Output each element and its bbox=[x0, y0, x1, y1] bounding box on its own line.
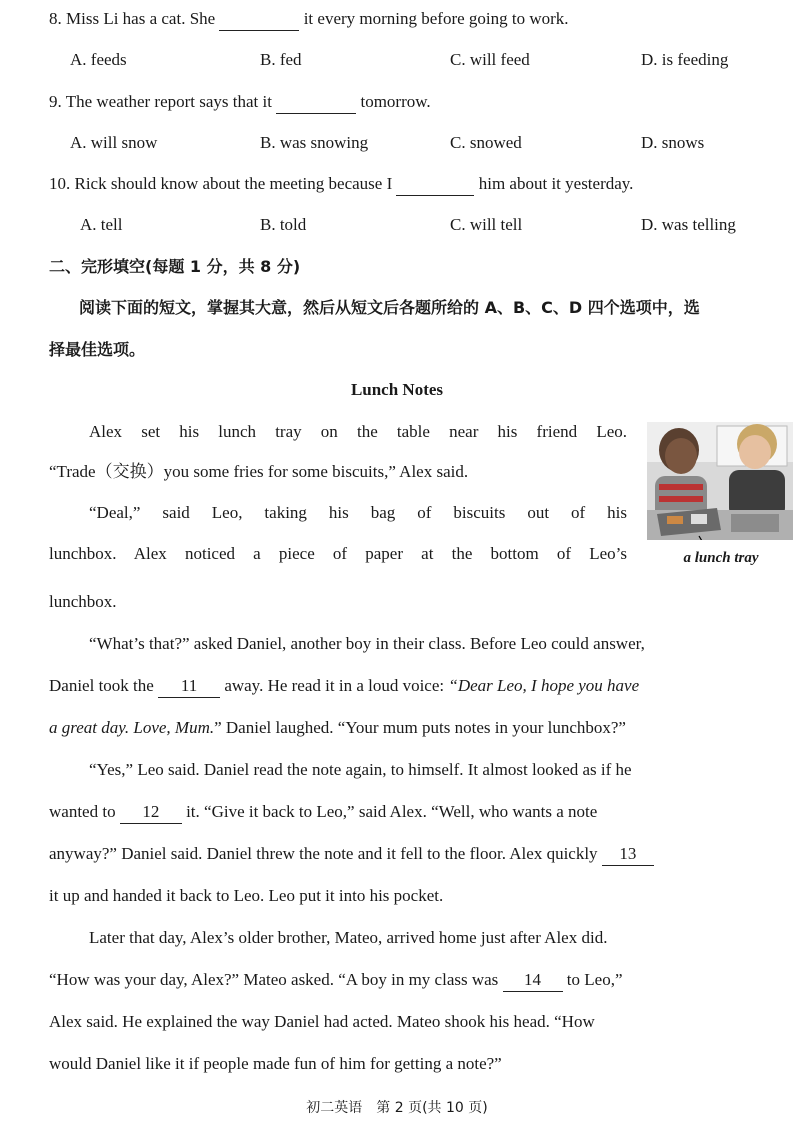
image-caption: a lunch tray bbox=[683, 550, 759, 566]
option-b: B. fed bbox=[260, 50, 302, 69]
passage-text: Daniel took the bbox=[49, 676, 154, 695]
passage-line: lunchbox. Alex noticed a piece of paper at the bottom of Leo’s bbox=[49, 544, 627, 563]
passage-line bbox=[49, 675, 639, 698]
passage-text-italic: “Dear Leo, I hope you have bbox=[448, 676, 640, 695]
passage-text: wanted to bbox=[49, 802, 116, 821]
passage-text: anyway?” Daniel said. Daniel threw the note and it fell to the floor. Alex quickly bbox=[49, 844, 598, 863]
option-a: A. will snow bbox=[70, 133, 158, 152]
option-a: A. feeds bbox=[70, 50, 127, 69]
question-10-stem-end: him about it yesterday. bbox=[478, 174, 634, 193]
passage-title: Lunch Notes bbox=[350, 380, 444, 399]
answer-blank bbox=[396, 173, 474, 196]
passage-line: it up and handed it back to Leo. Leo put it into his pocket. bbox=[49, 886, 444, 905]
question-10 bbox=[49, 173, 633, 196]
passage-text: “How was your day, Alex?” Mateo asked. “A boy in my class was bbox=[49, 970, 499, 989]
passage-line: Later that day, Alex’s older brother, Mateo, arrived home just after Alex did. bbox=[89, 928, 608, 947]
option-a: A. tell bbox=[80, 215, 123, 234]
question-9-stem-end: tomorrow. bbox=[360, 92, 431, 111]
option-d: D. snows bbox=[641, 133, 705, 152]
question-8-stem-end: it every morning before going to work. bbox=[303, 9, 569, 28]
question-10-stem: 10. Rick should know about the meeting because I bbox=[49, 174, 393, 193]
passage-line bbox=[49, 969, 623, 992]
passage-line bbox=[49, 843, 654, 866]
passage-line: “Deal,” said Leo, taking his bag of biscuits out of his bbox=[89, 503, 627, 522]
option-d: D. is feeding bbox=[641, 50, 729, 69]
passage-text: ” Daniel laughed. “Your mum puts notes in your lunchbox?” bbox=[214, 718, 626, 737]
option-c: C. will tell bbox=[450, 215, 523, 234]
passage-line: “Trade（交换）you some fries for some biscuits,” Alex said. bbox=[49, 462, 469, 481]
passage-line: “Yes,” Leo said. Daniel read the note again, to himself. It almost looked as if he bbox=[89, 760, 632, 779]
passage-line: “What’s that?” asked Daniel, another boy in their class. Before Leo could answer, bbox=[89, 634, 645, 653]
passage-line: Alex said. He explained the way Daniel had acted. Mateo shook his head. “How bbox=[49, 1012, 595, 1031]
passage-line: lunchbox. bbox=[49, 592, 117, 611]
page-footer: 初二英语 第 2 页(共 10 页) bbox=[306, 1100, 488, 1116]
answer-blank bbox=[219, 8, 299, 31]
passage-line: would Daniel like it if people made fun of him for getting a note?” bbox=[49, 1054, 502, 1073]
option-b: B. was snowing bbox=[260, 133, 369, 152]
passage-text: to Leo,” bbox=[566, 970, 623, 989]
question-9 bbox=[49, 91, 431, 114]
passage-text-italic: a great day. Love, Mum. bbox=[49, 718, 215, 737]
option-c: C. will feed bbox=[450, 50, 530, 69]
option-d: D. was telling bbox=[641, 215, 736, 234]
section-heading: 二、完形填空(每题 1 分，共 8 分) bbox=[49, 257, 301, 276]
passage-text: it. “Give it back to Leo,” said Alex. “Well, who wants a note bbox=[186, 802, 598, 821]
option-b: B. told bbox=[260, 215, 307, 234]
passage-line: Alex set his lunch tray on the table near his friend Leo. bbox=[89, 422, 627, 441]
cloze-blank-13: 13 bbox=[602, 843, 654, 866]
passage-text: away. He read it in a loud voice: bbox=[224, 676, 445, 695]
section-instruction-end: 择最佳选项。 bbox=[49, 340, 146, 359]
answer-blank bbox=[276, 91, 356, 114]
section-instruction: 阅读下面的短文，掌握其大意，然后从短文后各题所给的 A、B、C、D 四个选项中，选 bbox=[79, 298, 700, 317]
passage-line bbox=[49, 717, 626, 739]
cloze-blank-14: 14 bbox=[503, 969, 563, 992]
question-8-stem: 8. Miss Li has a cat. She bbox=[49, 9, 216, 28]
lunch-tray-illustration bbox=[647, 422, 793, 540]
cloze-blank-11: 11 bbox=[158, 675, 220, 698]
cloze-blank-12: 12 bbox=[120, 801, 182, 824]
option-c: C. snowed bbox=[450, 133, 522, 152]
question-9-stem: 9. The weather report says that it bbox=[49, 92, 272, 111]
passage-line bbox=[49, 801, 597, 824]
question-8 bbox=[49, 8, 569, 31]
